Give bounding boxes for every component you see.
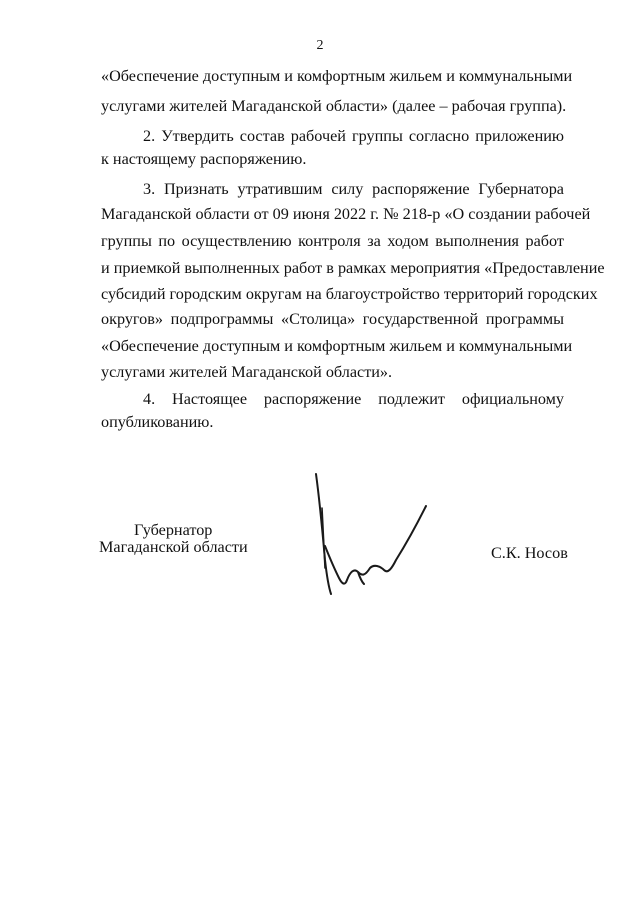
signatory-position-line-1: Губернатор [134, 521, 213, 539]
handwritten-signature [298, 468, 438, 598]
paragraph-continuation-line-2: услугами жителей Магаданской области» (далее – рабочая группа). [101, 97, 567, 115]
signatory-name: С.К. Носов [491, 544, 568, 562]
item-3-line-3: группы по осуществлению контроля за ходом выполнения работ [101, 232, 564, 250]
item-3-line-8: услугами жителей Магаданской области». [101, 363, 393, 381]
item-3-line-4: и приемкой выполненных работ в рамках мероприятия «Предоставление [101, 259, 605, 277]
signatory-position-line-2: Магаданской области [99, 538, 248, 556]
item-3-line-7: «Обеспечение доступным и комфортным жильем и коммунальными [101, 337, 573, 355]
item-2-line-1: 2. Утвердить состав рабочей группы согласно приложению [143, 127, 564, 145]
paragraph-continuation-line-1: «Обеспечение доступным и комфортным жильем и коммунальными [101, 67, 573, 85]
item-3-line-5: субсидий городским округам на благоустройство территорий городских [101, 285, 598, 303]
item-3-line-2: Магаданской области от 09 июня 2022 г. № 218-р «О создании рабочей [101, 205, 591, 223]
item-2-line-2: к настоящему распоряжению. [101, 150, 307, 168]
item-3-line-1: 3. Признать утратившим силу распоряжение Губернатора [143, 180, 564, 198]
item-4-line-1: 4. Настоящее распоряжение подлежит официальному [143, 390, 564, 408]
item-4-line-2: опубликованию. [101, 413, 214, 431]
page-number: 2 [316, 38, 324, 53]
item-3-line-6: округов» подпрограммы «Столица» государственной программы [101, 310, 564, 328]
